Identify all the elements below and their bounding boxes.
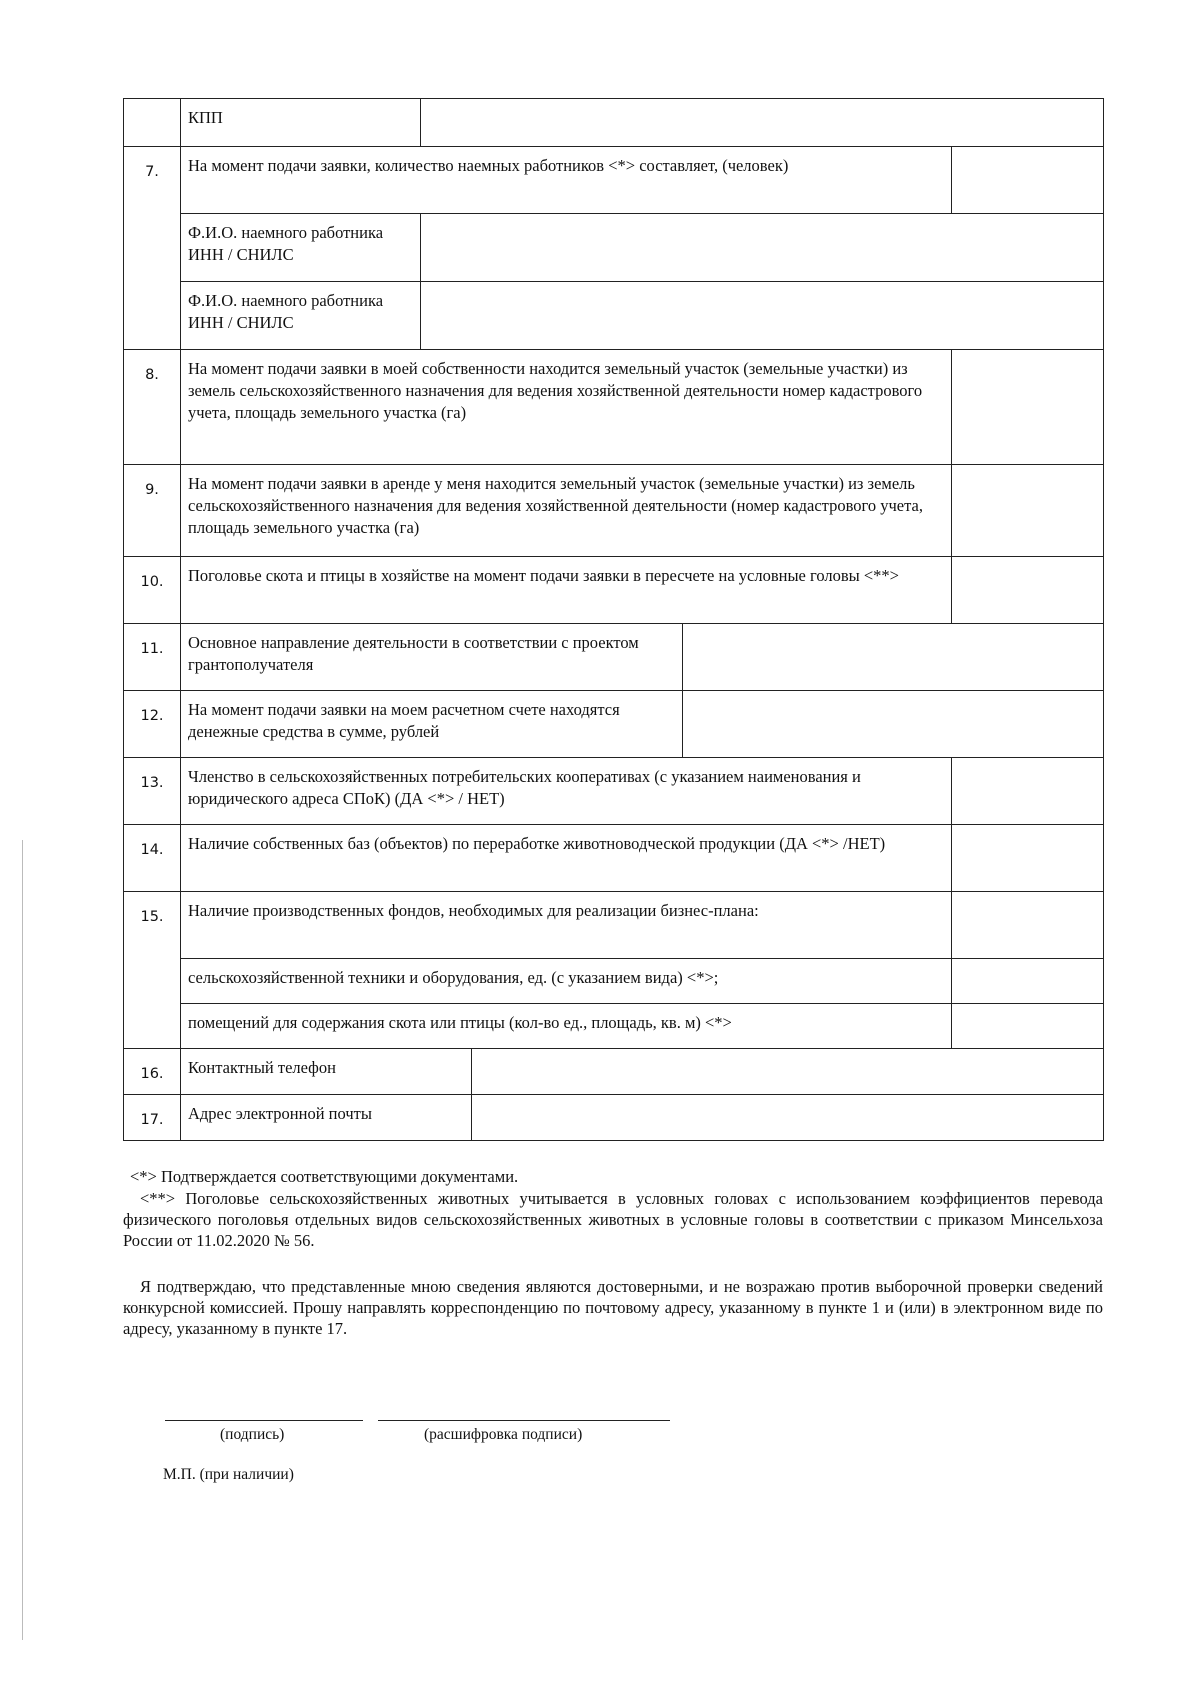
- row-7-sub-2: [124, 282, 1104, 350]
- row-8: [124, 350, 1104, 465]
- row-12-label: На момент подачи заявки на моем расчетном счете находятся денежные средства в сумме, рублей: [181, 691, 683, 758]
- row-15-sub1-value-field[interactable]: [952, 959, 1104, 1004]
- row-7-sub1-value-field[interactable]: [421, 214, 1104, 282]
- row-kpp: [124, 99, 1104, 147]
- row-number-12: 12.: [124, 691, 181, 758]
- row-7: [124, 147, 1104, 214]
- signature-decode-label: (расшифровка подписи): [424, 1426, 583, 1443]
- kpp-value-field[interactable]: [421, 99, 1104, 147]
- footnote-2: <**> Поголовье сельскохозяйственных животных учитывается в условных головах с использованием коэффициентов перевода физического поголовья отдельных видов сельскохозяйственных животных в условные головы в соответствии с приказом Минсельхоза России от 11.02.2020 № 56.: [123, 1189, 1103, 1250]
- row-7-sub1-label: Ф.И.О. наемного работника ИНН / СНИЛС: [181, 214, 421, 282]
- row-7-sub2-label: Ф.И.О. наемного работника ИНН / СНИЛС: [181, 282, 421, 350]
- confirmation-statement: Я подтверждаю, что представленные мною сведения являются достоверными, и не возражаю против выборочной проверки сведений конкурсной комиссией. Прошу направлять корреспонденцию по почтовому адресу, указанному в пункте 1 и (или) в электронном виде по адресу, указанному в пункте 17.: [123, 1277, 1103, 1338]
- row-number-empty: [124, 214, 181, 282]
- row-14-value-field[interactable]: [952, 825, 1104, 892]
- row-12: [124, 691, 1104, 758]
- row-8-label: На момент подачи заявки в моей собственности находится земельный участок (земельные участки) из земель сельскохозяйственного назначения для ведения хозяйственной деятельности номер кадастрового учета, площадь земельного участка (га): [181, 350, 952, 465]
- row-12-value-field[interactable]: [683, 691, 1104, 758]
- row-number-11: 11.: [124, 624, 181, 691]
- row-13-label: Членство в сельскохозяйственных потребительских кооперативах (с указанием наименования и юридического адреса СПоК) (ДА <*> / НЕТ): [181, 758, 952, 825]
- kpp-label: КПП: [181, 99, 421, 147]
- row-number-empty: [124, 282, 181, 350]
- application-form-table: [123, 98, 1104, 1141]
- row-17: [124, 1095, 1104, 1141]
- row-11: [124, 624, 1104, 691]
- row-10: [124, 557, 1104, 624]
- row-16: [124, 1049, 1104, 1095]
- row-15: [124, 892, 1104, 959]
- row-15-sub2-label: помещений для содержания скота или птицы (кол-во ед., площадь, кв. м) <*>: [181, 1004, 952, 1049]
- row-15-sub2-value-field[interactable]: [952, 1004, 1104, 1049]
- row-15-sub1-label: сельскохозяйственной техники и оборудования, ед. (с указанием вида) <*>;: [181, 959, 952, 1004]
- footnote-1: <*> Подтверждается соответствующими документами.: [130, 1167, 519, 1186]
- row-number-15: 15.: [124, 892, 181, 959]
- row-number-7: 7.: [124, 147, 181, 214]
- row-9-value-field[interactable]: [952, 465, 1104, 557]
- row-10-value-field[interactable]: [952, 557, 1104, 624]
- row-7-sub2-value-field[interactable]: [421, 282, 1104, 350]
- signature-decode-line[interactable]: [378, 1420, 670, 1421]
- row-number-16: 16.: [124, 1049, 181, 1095]
- row-13-value-field[interactable]: [952, 758, 1104, 825]
- row-13: [124, 758, 1104, 825]
- row-number-17: 17.: [124, 1095, 181, 1141]
- row-number-9: 9.: [124, 465, 181, 557]
- row-11-value-field[interactable]: [683, 624, 1104, 691]
- row-14: [124, 825, 1104, 892]
- row-number-empty: [124, 959, 181, 1004]
- row-17-value-field[interactable]: [472, 1095, 1104, 1141]
- row-16-value-field[interactable]: [472, 1049, 1104, 1095]
- row-number-empty: [124, 99, 181, 147]
- row-number-empty: [124, 1004, 181, 1049]
- signature-label: (подпись): [220, 1426, 285, 1443]
- row-9-label: На момент подачи заявки в аренде у меня находится земельный участок (земельные участки) из земель сельскохозяйственного назначения для ведения хозяйственной деятельности (номер кадастрового учета, площадь земельного участка (га): [181, 465, 952, 557]
- row-15-sub-1: [124, 959, 1104, 1004]
- row-8-value-field[interactable]: [952, 350, 1104, 465]
- stamp-label: М.П. (при наличии): [163, 1466, 294, 1483]
- row-15-sub-2: [124, 1004, 1104, 1049]
- row-number-14: 14.: [124, 825, 181, 892]
- row-7-value-field[interactable]: [952, 147, 1104, 214]
- row-number-8: 8.: [124, 350, 181, 465]
- row-14-label: Наличие собственных баз (объектов) по переработке животноводческой продукции (ДА <*> /НЕТ): [181, 825, 952, 892]
- row-15-value-field[interactable]: [952, 892, 1104, 959]
- signature-line[interactable]: [165, 1420, 363, 1421]
- row-number-10: 10.: [124, 557, 181, 624]
- row-15-label: Наличие производственных фондов, необходимых для реализации бизнес-плана:: [181, 892, 952, 959]
- scan-margin-line: [22, 840, 23, 1640]
- row-17-label: Адрес электронной почты: [181, 1095, 472, 1141]
- row-9: [124, 465, 1104, 557]
- row-16-label: Контактный телефон: [181, 1049, 472, 1095]
- row-10-label: Поголовье скота и птицы в хозяйстве на момент подачи заявки в пересчете на условные головы <**>: [181, 557, 952, 624]
- row-7-label: На момент подачи заявки, количество наемных работников <*> составляет, (человек): [181, 147, 952, 214]
- row-7-sub-1: [124, 214, 1104, 282]
- row-11-label: Основное направление деятельности в соответствии с проектом грантополучателя: [181, 624, 683, 691]
- row-number-13: 13.: [124, 758, 181, 825]
